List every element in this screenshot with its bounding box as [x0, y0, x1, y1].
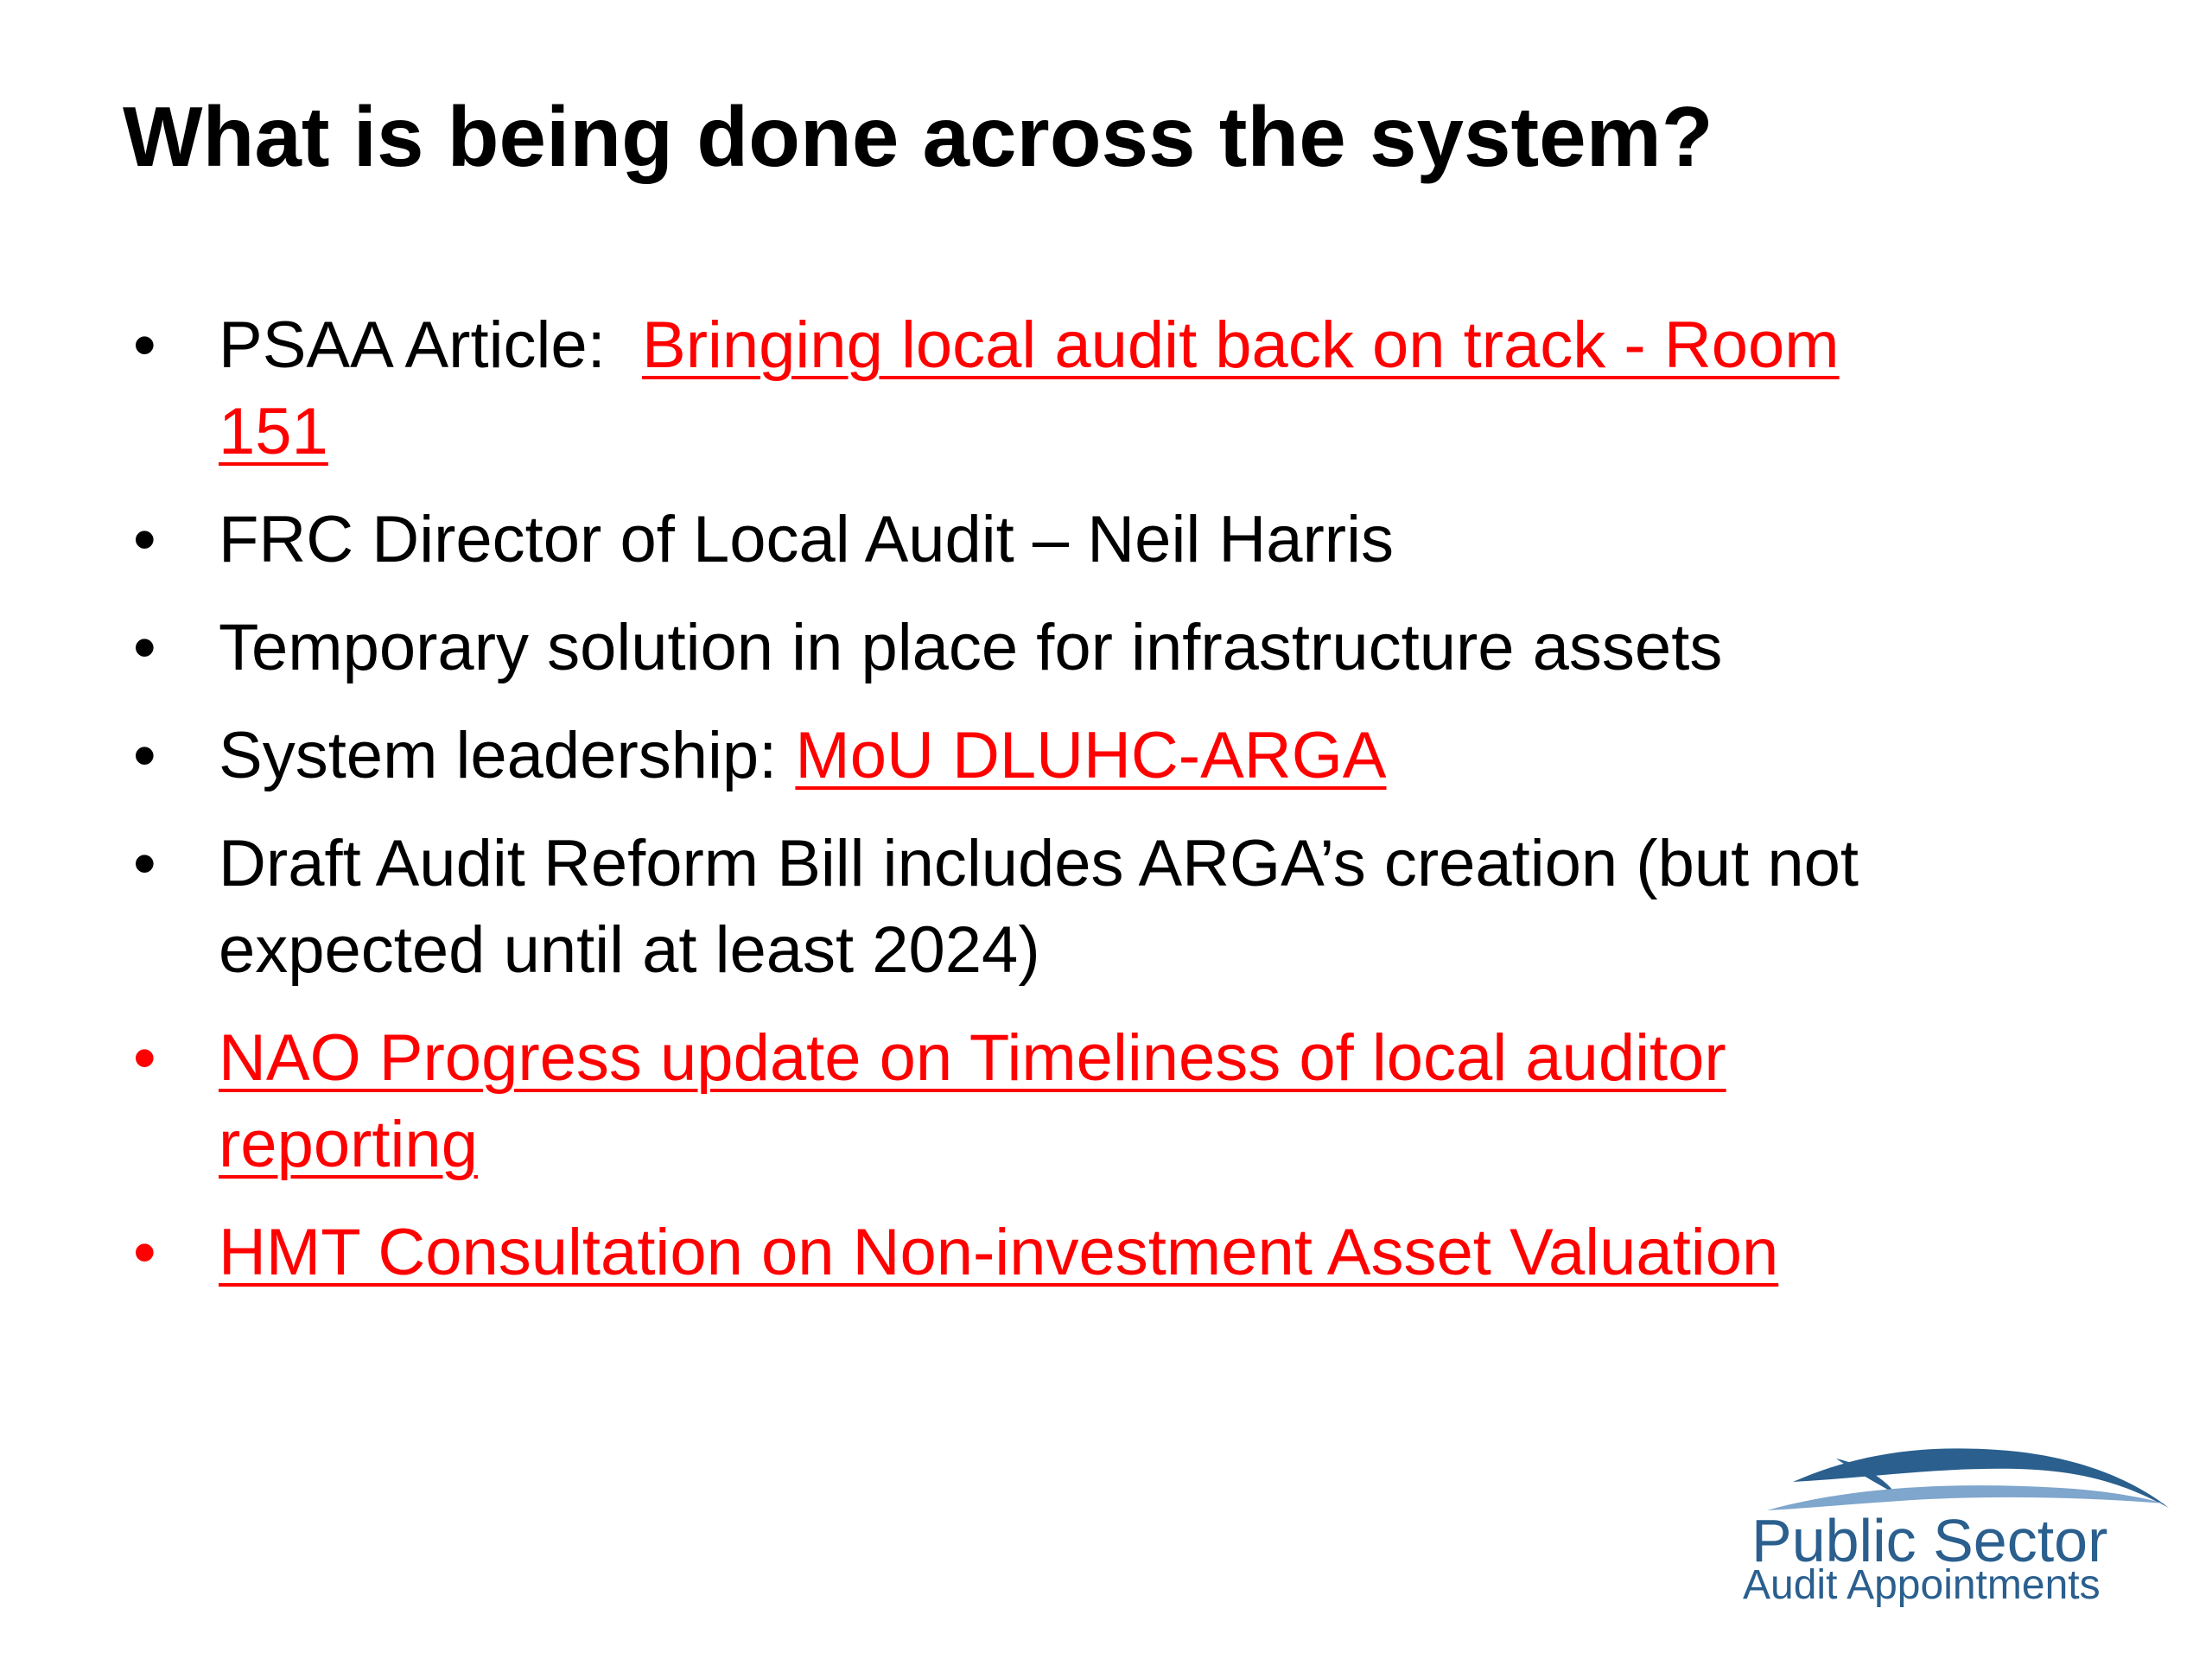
list-item-text	[219, 302, 2120, 475]
list-item-prefix: PSAA Article:	[219, 308, 642, 382]
bullet-icon: •	[133, 503, 156, 576]
list-item-line2: expected until at least 2024)	[219, 913, 1040, 987]
list-item-text	[219, 1210, 2120, 1296]
wave-icon	[1732, 1434, 2182, 1512]
bullet-icon: •	[133, 611, 156, 684]
list-item-text: Temporary solution in place for infrastructure assets	[219, 611, 1723, 684]
bullet-icon: •	[133, 719, 156, 792]
link-hmt-consultation[interactable]: HMT Consultation on Non-investment Asset Valuation	[219, 1216, 1779, 1289]
list-item-text	[219, 713, 2120, 799]
slide-title: What is being done across the system?	[123, 89, 1713, 184]
link-mou-dluhc-arga[interactable]: MoU DLUHC-ARGA	[795, 719, 1387, 792]
link-nao-progress-update-cont[interactable]: reporting	[219, 1108, 478, 1181]
list-item-text: FRC Director of Local Audit – Neil Harris	[219, 503, 1394, 576]
link-nao-progress-update[interactable]: NAO Progress update on Timeliness of local auditor	[219, 1021, 1726, 1095]
bullet-icon: •	[133, 308, 156, 382]
list-item-prefix: System leadership:	[219, 719, 796, 792]
link-bringing-local-audit-cont[interactable]: 151	[219, 395, 328, 468]
psaa-logo	[1732, 1434, 2182, 1616]
list-item-line1: Draft Audit Reform Bill includes ARGA’s creation (but not	[219, 827, 1859, 900]
logo-text-line1: Public Sector	[1751, 1507, 2108, 1574]
list-item-text	[219, 1015, 2120, 1188]
bullet-icon: •	[133, 1021, 156, 1095]
bullet-icon: •	[133, 827, 156, 900]
bullet-icon: •	[133, 1216, 156, 1289]
logo-text-line2: Audit Appointments	[1743, 1562, 2101, 1608]
link-bringing-local-audit[interactable]: Bringing local audit back on track - Room	[642, 308, 1840, 382]
list-item-text	[219, 821, 2120, 994]
